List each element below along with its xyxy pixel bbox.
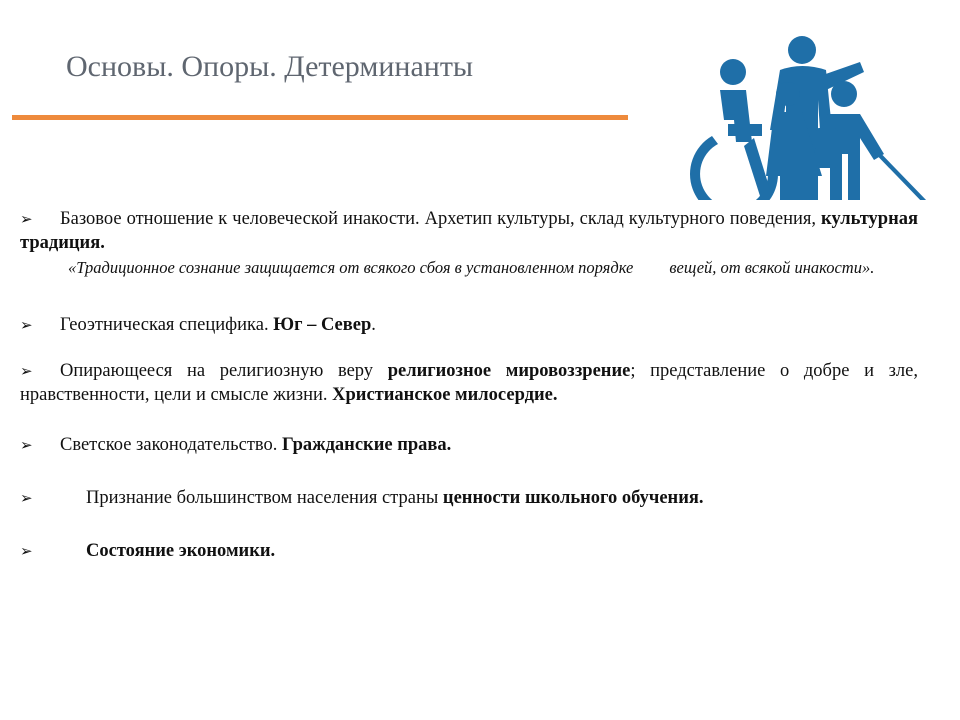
list-item-text: ➢ Светское законодательство. Гражданские права. — [20, 435, 452, 455]
title-divider — [12, 115, 628, 120]
list-item — [20, 433, 918, 457]
arrow-bullet-icon: ➢ — [20, 210, 33, 228]
list-item — [20, 359, 918, 407]
list-item — [20, 313, 918, 337]
bullet-list — [20, 207, 918, 563]
list-item — [20, 539, 918, 563]
arrow-bullet-icon: ➢ — [20, 436, 33, 454]
arrow-bullet-icon: ➢ — [20, 542, 33, 560]
arrow-bullet-icon: ➢ — [20, 316, 33, 334]
list-item-text: ➢ Признание большинством населения страны ценности школьного обучения. — [20, 488, 704, 508]
arrow-bullet-icon: ➢ — [20, 362, 33, 380]
list-item-text: ➢ Геоэтническая специфика. Юг – Север. — [20, 315, 376, 335]
list-item-text: ➢ Состояние экономики. — [20, 541, 276, 561]
disabled-people-group-icon — [668, 28, 938, 200]
quote-text: «Традиционное сознание защищается от всякого сбоя в установленном порядке вещей, от всякой инакости». — [68, 258, 875, 277]
page-title: Основы. Опоры. Детерминанты — [66, 50, 474, 83]
arrow-bullet-icon: ➢ — [20, 489, 33, 507]
list-item-text: ➢ Базовое отношение к человеческой инакости. Архетип культуры, склад культурного поведения, культурная традиция. — [20, 209, 918, 253]
list-item — [20, 486, 918, 510]
list-item-text: ➢ Опирающееся на религиозную веру религиозное мировоззрение; представление о добре и зле, нравственности, цели и смысле жизни. Христианское милосердие. — [20, 361, 918, 405]
list-item — [20, 207, 918, 279]
